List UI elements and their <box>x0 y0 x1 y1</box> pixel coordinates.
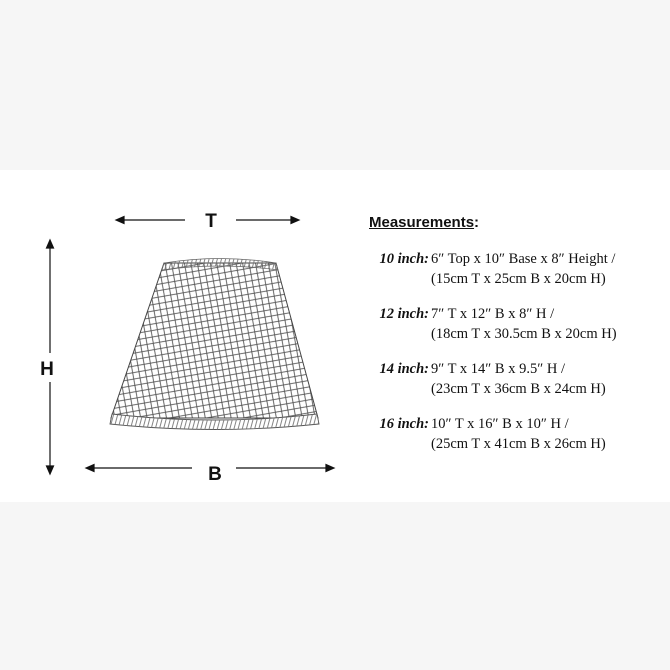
height-label: H <box>40 359 54 380</box>
measurement-entry <box>369 359 669 399</box>
size-label: 14 inch: <box>379 361 429 377</box>
base-label: B <box>208 464 222 485</box>
lampshade-drawing <box>110 259 319 430</box>
measurement-entry <box>369 249 669 289</box>
imperial-dimensions: 7″ T x 12″ B x 8″ H / <box>431 306 555 322</box>
imperial-dimensions: 10″ T x 16″ B x 10″ H / <box>431 416 569 432</box>
metric-dimensions: (25cm T x 41cm B x 26cm H) <box>431 436 606 452</box>
height-arrow <box>47 240 54 474</box>
measurements-heading: Measurements: <box>369 214 480 231</box>
size-label: 12 inch: <box>379 306 429 322</box>
content-panel <box>0 170 670 502</box>
measurement-entry <box>369 414 669 454</box>
imperial-dimensions: 6″ Top x 10″ Base x 8″ Height / <box>431 251 616 267</box>
measurements-block <box>369 214 669 469</box>
metric-dimensions: (18cm T x 30.5cm B x 20cm H) <box>431 326 617 342</box>
metric-dimensions: (15cm T x 25cm B x 20cm H) <box>431 271 606 287</box>
lampshade-diagram <box>0 170 360 502</box>
top-label: T <box>205 211 217 232</box>
metric-dimensions: (23cm T x 36cm B x 24cm H) <box>431 381 606 397</box>
measurement-entry <box>369 304 669 344</box>
imperial-dimensions: 9″ T x 14″ B x 9.5″ H / <box>431 361 565 377</box>
size-label: 16 inch: <box>379 416 429 432</box>
size-label: 10 inch: <box>379 251 429 267</box>
